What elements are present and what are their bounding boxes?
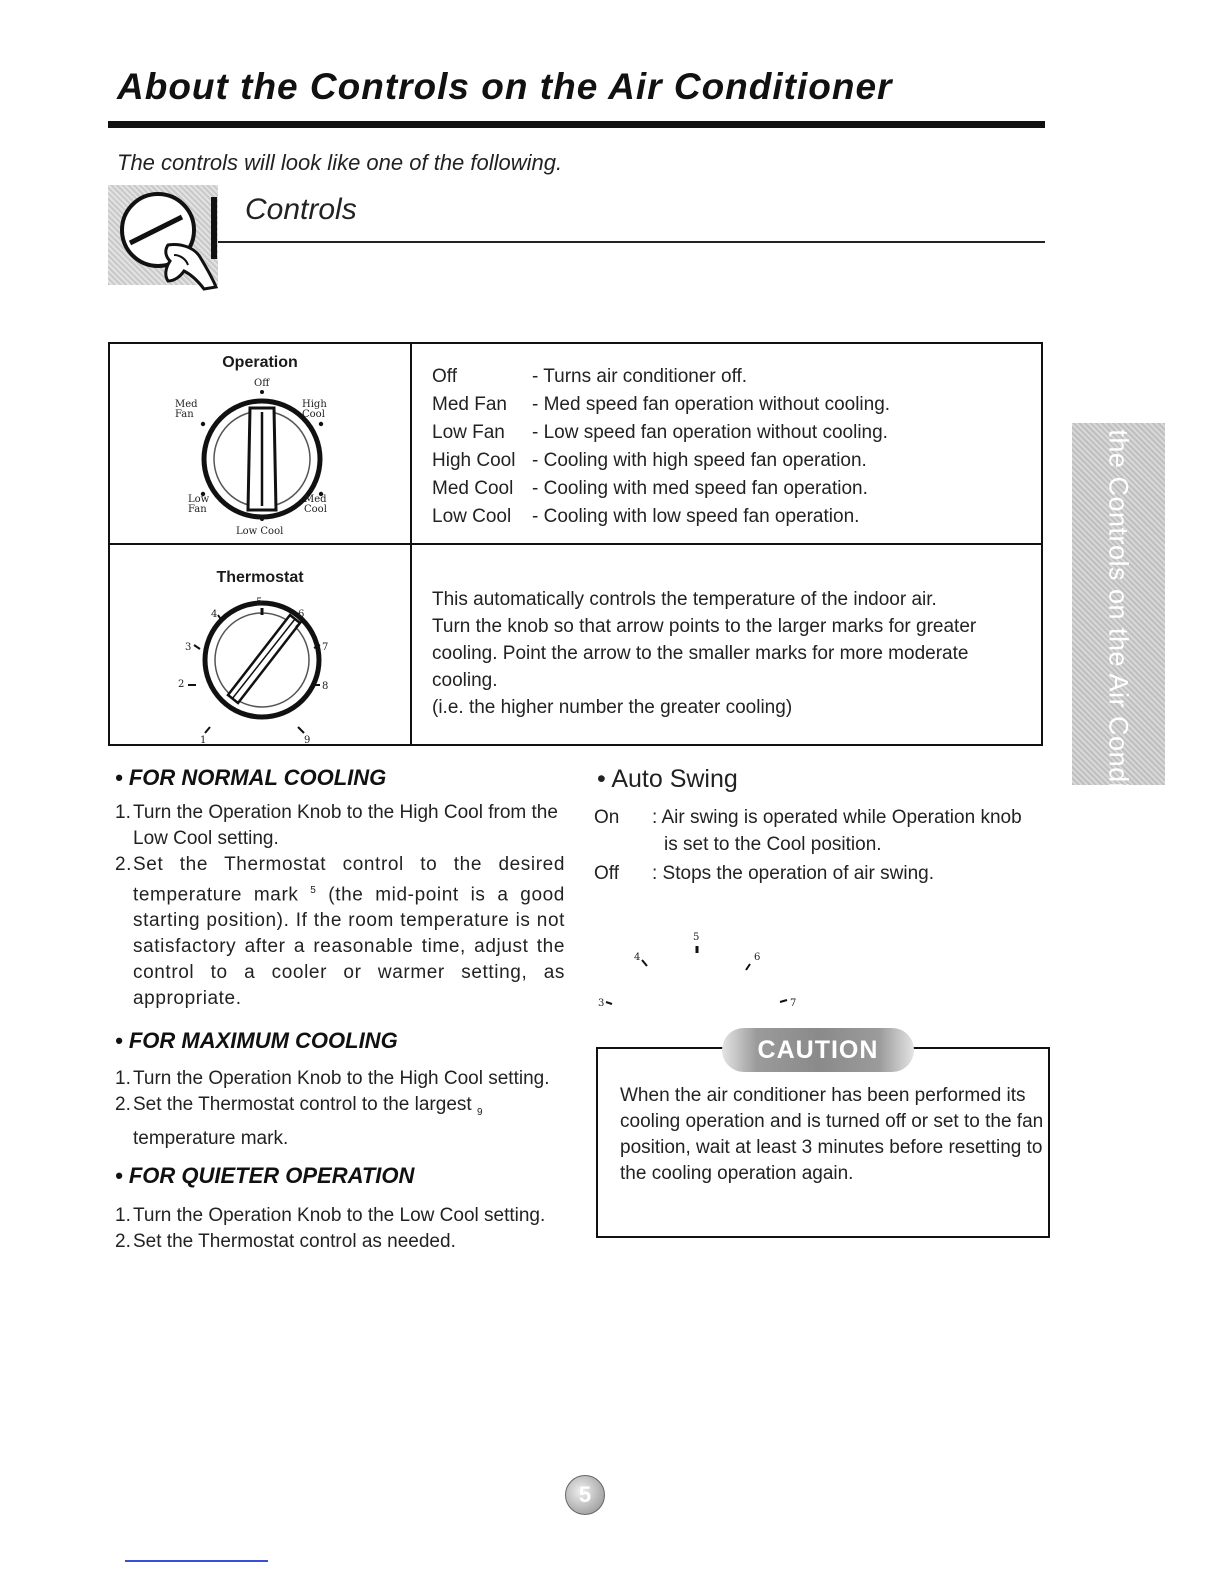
- dial-label-fan-med: Fan: [175, 409, 194, 420]
- footer-line: [125, 1560, 268, 1562]
- swing-mark-4: 4: [634, 952, 641, 963]
- operation-descriptions: [412, 344, 1041, 545]
- thermostat-mark-6: 6: [298, 609, 305, 620]
- swing-marks: [590, 920, 830, 1020]
- mode-desc: - Cooling with low speed fan operation.: [532, 506, 860, 527]
- normal-cooling-steps: [115, 800, 565, 1012]
- thermostat-desc-line: cooling.: [432, 670, 498, 691]
- page-number: 5: [565, 1475, 605, 1515]
- step-text: Turn the Operation Knob to the High Cool from the Low Cool setting.: [133, 802, 558, 849]
- auto-swing-heading: • Auto Swing: [597, 765, 738, 793]
- dial-label-off: Off: [254, 378, 270, 389]
- step-text: temperature mark.: [133, 1127, 289, 1149]
- section-bar: [211, 197, 217, 259]
- list-item: [115, 1092, 565, 1152]
- step-number: 2.: [115, 854, 133, 875]
- swing-off-desc: : Stops the operation of air swing.: [652, 863, 934, 884]
- swing-mark-6: 6: [754, 952, 761, 963]
- section-icon-box: [108, 185, 218, 285]
- swing-on-label: On: [594, 807, 620, 828]
- mode-row: [432, 506, 859, 528]
- mode-desc: - Cooling with med speed fan operation.: [532, 478, 868, 499]
- mode-row: [432, 422, 888, 444]
- side-tab: [1072, 348, 1165, 860]
- operation-dial-cell: [110, 344, 412, 545]
- swing-off-label: Off: [594, 863, 619, 884]
- quieter-steps: [115, 1203, 565, 1255]
- dial-label-low-cool: Low Cool: [236, 526, 284, 537]
- thermostat-mark-3: 3: [185, 642, 192, 653]
- hand-knob-icon: [108, 185, 228, 295]
- operation-dial: [110, 344, 410, 544]
- step-number: 1.: [115, 1205, 131, 1226]
- controls-table: [108, 342, 1043, 746]
- mark-5-icon: 5: [310, 885, 317, 896]
- step-number: 2.: [115, 1094, 131, 1115]
- thermostat-mark-9: 9: [304, 735, 311, 745]
- swing-mark-5: 5: [693, 932, 700, 943]
- thermostat-desc-line: Turn the knob so that arrow points to the larger marks for greater: [432, 616, 977, 637]
- side-tab-text: About the Controls on the Air Conditioner: [1103, 348, 1134, 860]
- dial-label-med-cool: Med: [304, 494, 327, 505]
- mode-name: Med Fan: [432, 394, 507, 415]
- subtitle: The controls will look like one of the following.: [117, 150, 563, 175]
- mode-desc: - Turns air conditioner off.: [532, 366, 748, 387]
- mode-row: [432, 450, 867, 472]
- thermostat-description: [412, 545, 1041, 744]
- thermostat-mark-1: 1: [200, 735, 207, 745]
- caution-box: [596, 1047, 1050, 1238]
- thermostat-mark-8: 8: [322, 681, 329, 692]
- section-title: Controls: [245, 193, 357, 226]
- thermostat-desc-line: This automatically controls the temperature of the indoor air.: [432, 589, 937, 610]
- thermostat-dial-cell: [110, 545, 412, 744]
- thermostat-desc-line: cooling. Point the arrow to the smaller marks for more moderate: [432, 643, 969, 664]
- thermostat-mark-5: 5: [256, 597, 263, 608]
- mode-desc: - Med speed fan operation without cooling.: [532, 394, 891, 415]
- dial-label-med: Med: [175, 399, 198, 410]
- step-number: 1.: [115, 802, 131, 823]
- list-item: [115, 1203, 565, 1229]
- list-item: [115, 1066, 565, 1092]
- thermostat-dial: [110, 545, 410, 745]
- mode-name: Low Cool: [432, 506, 512, 527]
- mode-desc: - Cooling with high speed fan operation.: [532, 450, 867, 471]
- dial-label-fan-low: Fan: [188, 504, 207, 515]
- step-text: Set the Thermostat control to the desired temperature mark: [133, 854, 565, 906]
- step-text: Set the Thermostat control as needed.: [133, 1231, 456, 1252]
- quieter-heading: • FOR QUIETER OPERATION: [115, 1163, 415, 1188]
- dial-label-cool-high: Cool: [302, 409, 325, 420]
- list-item: [115, 852, 565, 1012]
- swing-mark-7: 7: [790, 998, 797, 1009]
- caution-badge: CAUTION: [722, 1028, 914, 1072]
- caution-text: When the air conditioner has been performed its cooling operation and is turned off or set to the fan position, wait at least 3 minutes before resetting to the cooling operation again.: [620, 1085, 1044, 1184]
- mode-name: High Cool: [432, 450, 516, 471]
- page-title: About the Controls on the Air Conditioner: [117, 66, 893, 107]
- mode-name: Off: [432, 366, 457, 387]
- step-text: Set the Thermostat control to the largest: [133, 1094, 472, 1115]
- mode-row: [432, 394, 890, 416]
- normal-cooling-heading: • FOR NORMAL COOLING: [115, 765, 387, 790]
- mode-row: [432, 478, 868, 500]
- title-rule: [108, 121, 1045, 128]
- max-cooling-heading: • FOR MAXIMUM COOLING: [115, 1028, 398, 1053]
- thermostat-mark-2: 2: [178, 679, 185, 690]
- dial-label-low: Low: [188, 494, 210, 505]
- max-cooling-steps: [115, 1066, 565, 1152]
- step-text: (the mid-point is a good starting position). If the room temperature is not satisfactory after a reasonable time, adjust the control to a cooler or warmer setting, as appropriate.: [133, 884, 565, 1010]
- mode-name: Med Cool: [432, 478, 514, 499]
- thermostat-dial-title: Thermostat: [216, 569, 304, 586]
- step-text: Turn the Operation Knob to the Low Cool setting.: [133, 1205, 546, 1226]
- thermostat-desc-line: (i.e. the higher number the greater cooling): [432, 697, 793, 718]
- dial-label-high: High: [302, 399, 327, 410]
- section-header: [108, 185, 1045, 290]
- step-number: 2.: [115, 1231, 131, 1252]
- mark-9-icon: 9: [476, 1106, 483, 1118]
- dial-label-cool-med: Cool: [304, 504, 327, 515]
- list-item: [115, 1229, 565, 1255]
- swing-on-desc: : Air swing is operated while Operation knob: [652, 807, 1022, 828]
- thermostat-mark-7: 7: [322, 642, 329, 653]
- section-rule: [218, 241, 1045, 243]
- list-item: [115, 800, 565, 852]
- mode-desc: - Low speed fan operation without cooling.: [532, 422, 888, 443]
- operation-dial-title: Operation: [222, 354, 298, 371]
- thermostat-mark-4: 4: [211, 609, 218, 620]
- step-text: Turn the Operation Knob to the High Cool setting.: [133, 1068, 550, 1089]
- swing-mark-3: 3: [598, 998, 605, 1009]
- mode-row: [432, 366, 747, 388]
- mode-name: Low Fan: [432, 422, 505, 443]
- swing-on-desc-cont: is set to the Cool position.: [664, 834, 882, 855]
- step-number: 1.: [115, 1068, 131, 1089]
